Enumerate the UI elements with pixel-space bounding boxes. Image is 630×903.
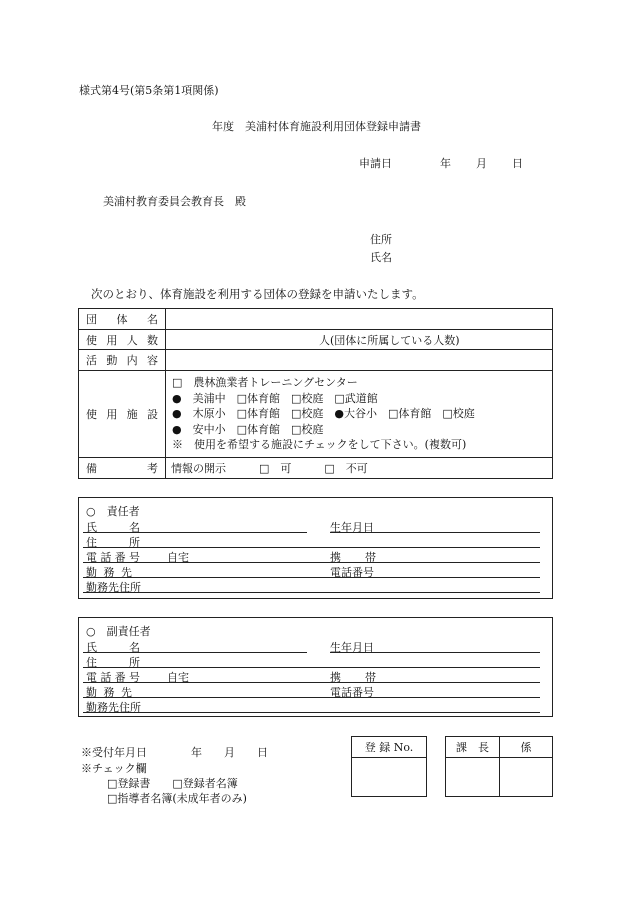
block-heading: ○ 副責任者 — [86, 625, 151, 638]
row-org-name — [79, 309, 552, 329]
row-activity — [79, 350, 552, 370]
row-members — [79, 330, 552, 349]
workplace-address-line[interactable] — [83, 592, 540, 593]
section-chief-label: 課 長 — [456, 741, 489, 754]
disclosure-options[interactable]: 情報の開示 □ 可 □ 不可 — [171, 462, 368, 475]
approval-box — [445, 736, 553, 797]
birthdate-line[interactable] — [330, 532, 540, 533]
check-items-row-2[interactable]: □指導者名簿(未成年者のみ) — [107, 792, 247, 805]
form-number: 様式第4号(第5条第1項関係) — [79, 84, 219, 97]
row-remarks — [79, 458, 552, 478]
name-label: 氏 名 — [86, 641, 140, 654]
facility-line[interactable]: ● 美浦中 □体育館 □校庭 □武道館 — [172, 391, 378, 405]
received-date: ※受付年月日 年 月 日 — [81, 746, 268, 759]
name-line[interactable] — [83, 532, 307, 533]
address-label: 住 所 — [86, 656, 140, 669]
date-month: 月 — [476, 157, 487, 170]
phone-line[interactable] — [83, 562, 540, 563]
form-title: 年度 美浦村体育施設利用団体登録申請書 — [212, 120, 421, 133]
work-phone-label: 電話番号 — [330, 686, 374, 699]
registration-number-label: 登 録 No. — [364, 741, 414, 754]
section-chief-stamp-field[interactable] — [446, 758, 499, 796]
remarks-field[interactable] — [165, 458, 368, 478]
facility-note: ※ 使用を希望する施設にチェックをして下さい。(複数可) — [172, 438, 467, 451]
workplace-label: 勤 務 先 — [86, 566, 132, 579]
addressee: 美浦村教育委員会教育長 殿 — [103, 195, 246, 208]
intro-text: 次のとおり、体育施設を利用する団体の登録を申請いたします。 — [91, 287, 424, 301]
activity-label: 活 動 内 容 — [86, 354, 158, 367]
address-line[interactable] — [83, 667, 540, 668]
applicant-address-label: 住所 — [370, 233, 392, 246]
facility-line[interactable]: ● 木原小 □体育館 □校庭 ●大谷小 □体育館 □校庭 — [172, 407, 475, 420]
remarks-label: 備 考 — [86, 462, 158, 475]
activity-field[interactable] — [167, 350, 173, 370]
members-value: 人(団体に所属している人数) — [319, 333, 460, 347]
org-name-label: 団 体 名 — [86, 313, 158, 326]
workplace-address-label: 勤務先住所 — [86, 701, 141, 714]
birthdate-label: 生年月日 — [330, 641, 374, 654]
members-field[interactable] — [167, 330, 460, 349]
workplace-address-line[interactable] — [83, 712, 540, 713]
name-label: 氏 名 — [86, 521, 140, 534]
facility-options[interactable] — [172, 375, 475, 453]
workplace-line[interactable] — [83, 577, 540, 578]
org-name-field[interactable] — [167, 309, 173, 329]
facility-line[interactable]: □ 農林漁業者トレーニングセンター — [172, 376, 358, 389]
applicant-name-label: 氏名 — [370, 251, 392, 264]
deputy-person-block — [78, 617, 553, 717]
home-phone-label: 自宅 — [167, 671, 189, 684]
block-heading: ○ 責任者 — [86, 505, 140, 518]
facility-label: 使 用 施 設 — [86, 408, 158, 421]
workplace-address-label: 勤務先住所 — [86, 581, 141, 594]
check-items-row-1[interactable]: □登録書 □登録者名簿 — [107, 777, 238, 790]
date-year: 年 — [440, 157, 451, 170]
home-phone-label: 自宅 — [167, 551, 189, 564]
address-line[interactable] — [83, 547, 540, 548]
registration-table — [78, 308, 553, 479]
date-day: 日 — [512, 157, 523, 170]
members-label: 使 用 人 数 — [86, 333, 158, 347]
workplace-label: 勤 務 先 — [86, 686, 132, 699]
row-facility — [79, 371, 552, 457]
name-line[interactable] — [83, 652, 307, 653]
registration-number-box — [351, 736, 427, 797]
workplace-line[interactable] — [83, 697, 540, 698]
phone-label: 電 話 番 号 — [86, 671, 140, 684]
phone-line[interactable] — [83, 682, 540, 683]
birthdate-label: 生年月日 — [330, 521, 374, 534]
responsible-person-block — [78, 497, 553, 599]
application-date-label: 申請日 — [359, 157, 392, 170]
staff-label: 係 — [520, 741, 532, 754]
work-phone-label: 電話番号 — [330, 566, 374, 579]
mobile-label: 携 帯 — [330, 671, 376, 684]
check-heading: ※チェック欄 — [81, 762, 147, 775]
birthdate-line[interactable] — [330, 652, 540, 653]
phone-label: 電 話 番 号 — [86, 551, 140, 564]
address-label: 住 所 — [86, 536, 140, 549]
facility-line[interactable]: ● 安中小 □体育館 □校庭 — [172, 422, 324, 436]
staff-stamp-field[interactable] — [500, 758, 552, 796]
mobile-label: 携 帯 — [330, 551, 376, 564]
registration-number-field[interactable] — [352, 758, 426, 796]
